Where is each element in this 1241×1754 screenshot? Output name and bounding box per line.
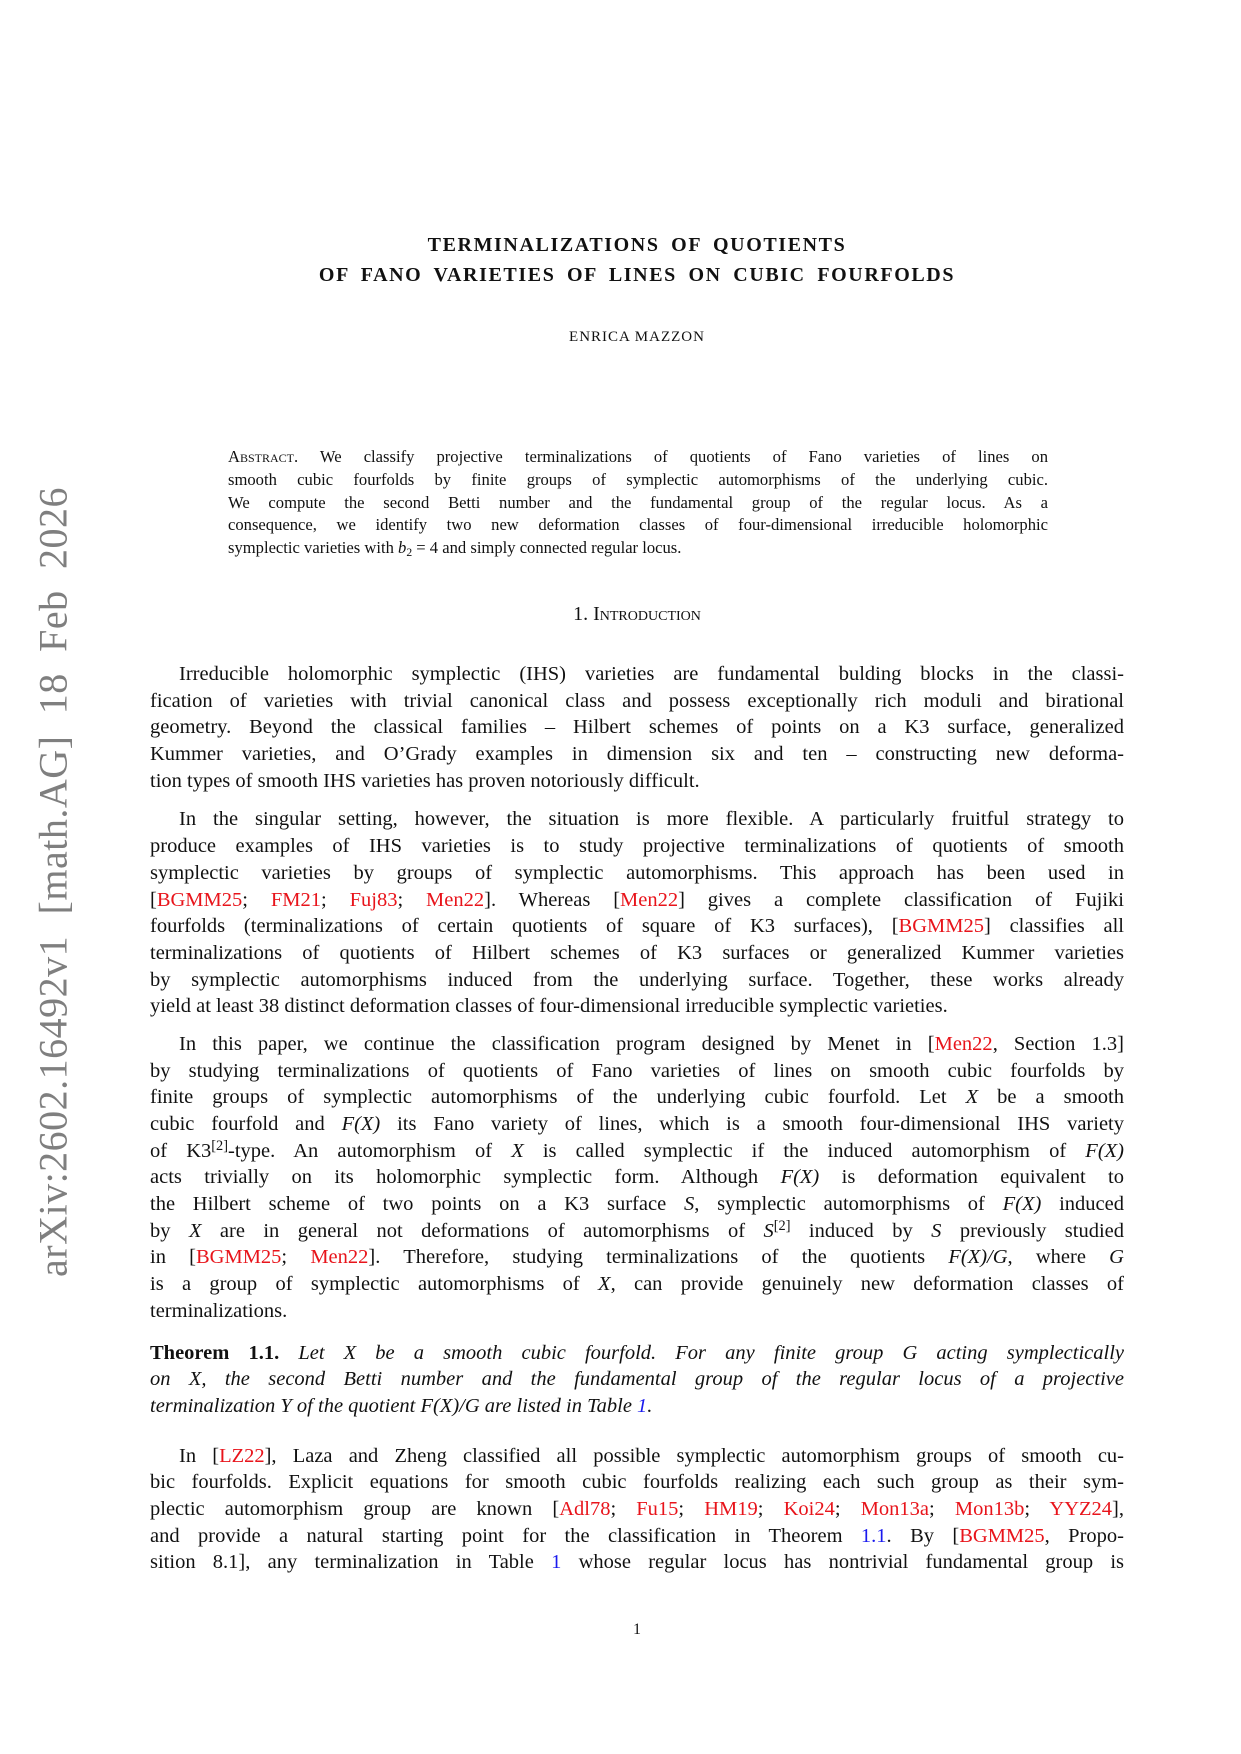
text-line bbox=[150, 806, 1124, 833]
text-run: We classify projective terminalizations of quotients of Fano varieties of lines on bbox=[298, 447, 1048, 466]
math-text: X bbox=[188, 1219, 202, 1242]
text-run: symplectic varieties with bbox=[228, 538, 399, 558]
text-line bbox=[150, 1469, 1124, 1496]
text-run: , symplectic automorphisms of bbox=[694, 1193, 1003, 1216]
abstract bbox=[228, 446, 1048, 560]
text-line bbox=[150, 1058, 1124, 1085]
text-run: previously studied bbox=[941, 1219, 1125, 1242]
text-run: produce examples of IHS varieties is to study projective terminalizations of quotients of smooth bbox=[150, 835, 1124, 858]
math-text: S bbox=[683, 1193, 695, 1216]
text-run: ; bbox=[757, 1497, 784, 1520]
text-run: terminalizations of quotients of Hilbert schemes of K3 surfaces or generalized Kummer varieties bbox=[150, 941, 1124, 964]
text-line bbox=[150, 860, 1124, 887]
text-line bbox=[150, 1298, 1124, 1325]
text-line bbox=[150, 741, 1124, 768]
paragraph bbox=[150, 1443, 1124, 1576]
text-run: In [ bbox=[179, 1444, 220, 1467]
cross-reference-link[interactable]: 1 bbox=[637, 1394, 648, 1417]
text-run: fourfolds (terminalizations of certain quotients of square of K3 surfaces), [ bbox=[150, 915, 899, 938]
text-run: ] classifies all bbox=[983, 915, 1124, 938]
math-text: X bbox=[511, 1139, 524, 1162]
text-run: , Propo- bbox=[1044, 1524, 1124, 1547]
citation-link[interactable]: Men22 bbox=[426, 888, 485, 911]
text-run: in [ bbox=[150, 1246, 196, 1269]
text-line bbox=[150, 993, 1124, 1020]
text-run: smooth cubic fourfolds by finite groups of symplectic automorphisms of the underlying cubic. bbox=[228, 469, 1048, 489]
text-line bbox=[228, 492, 1048, 515]
text-line bbox=[150, 661, 1124, 688]
paragraph bbox=[150, 806, 1124, 1020]
text-line bbox=[150, 940, 1124, 967]
superscript: [2] bbox=[211, 1137, 228, 1154]
text-run: ; bbox=[1024, 1497, 1050, 1520]
citation-link[interactable]: Men22 bbox=[310, 1246, 369, 1269]
math-text: b bbox=[398, 538, 407, 558]
text-line bbox=[150, 1443, 1124, 1470]
text-run: the Hilbert scheme of two points on a K3 surface bbox=[150, 1193, 684, 1216]
text-line bbox=[150, 1191, 1124, 1218]
citation-link[interactable]: Mon13a bbox=[860, 1497, 930, 1520]
author-name: ENRICA MAZZON bbox=[569, 329, 705, 345]
text-run: acts trivially on its holomorphic symplectic form. Although bbox=[150, 1166, 781, 1189]
text-run: ] gives a complete classification of Fujiki bbox=[678, 888, 1124, 911]
math-text: F(X) bbox=[1085, 1139, 1124, 1162]
text-line bbox=[150, 887, 1124, 914]
text-run: ; bbox=[610, 1497, 637, 1520]
text-run: terminalization Y of the quotient F(X)/G are listed in Table bbox=[150, 1394, 638, 1417]
citation-link[interactable]: Men22 bbox=[934, 1032, 993, 1055]
math-text: S bbox=[763, 1219, 774, 1242]
arxiv-margin-stamp: arXiv:2602.16492v1 [math.AG] 18 Feb 2026 bbox=[30, 487, 76, 1277]
citation-link[interactable]: Fu15 bbox=[636, 1497, 679, 1520]
title-line-2: OF FANO VARIETIES OF LINES ON CUBIC FOURFOLDS bbox=[318, 264, 956, 286]
text-run: its Fano variety of lines, which is a smooth four-dimensional IHS variety bbox=[380, 1113, 1124, 1135]
text-line bbox=[150, 1393, 1124, 1420]
text-line bbox=[228, 537, 1048, 560]
text-run: is a group of symplectic automorphisms of bbox=[150, 1273, 599, 1296]
text-run: = 4 and simply connected regular locus. bbox=[412, 538, 682, 558]
text-line bbox=[150, 1138, 1124, 1165]
text-run: consequence, we identify two new deformation classes of four-dimensional irreducible holomorphic bbox=[228, 515, 1048, 535]
text-line bbox=[228, 446, 1048, 469]
text-run: ], Laza and Zheng classified all possible symplectic automorphism groups of smooth cu- bbox=[264, 1444, 1124, 1467]
citation-link[interactable]: BGMM25 bbox=[959, 1524, 1045, 1547]
citation-link[interactable]: Fuj83 bbox=[349, 888, 398, 911]
cross-reference-link[interactable]: 1.1 bbox=[860, 1524, 887, 1547]
text-run: -type. An automorphism of bbox=[228, 1139, 512, 1162]
section-title: Introduction bbox=[593, 603, 701, 625]
text-run: [ bbox=[150, 888, 157, 911]
text-run: geometry. Beyond the classical families – Hilbert schemes of points on a K3 surface, generalized bbox=[150, 716, 1124, 739]
math-text: F(X)/G bbox=[948, 1246, 1008, 1269]
citation-link[interactable]: Adl78 bbox=[559, 1497, 611, 1520]
text-line bbox=[150, 768, 1124, 795]
text-run: ], bbox=[1112, 1497, 1124, 1520]
text-run: be a smooth bbox=[978, 1086, 1124, 1109]
text-line bbox=[150, 1340, 1124, 1367]
text-line bbox=[150, 1244, 1124, 1271]
text-run: by bbox=[150, 1219, 189, 1242]
section-number: 1. bbox=[573, 603, 589, 625]
math-text: S bbox=[931, 1219, 942, 1242]
math-text: X bbox=[965, 1086, 979, 1109]
cross-reference-link[interactable]: 1 bbox=[551, 1551, 562, 1574]
citation-link[interactable]: BGMM25 bbox=[156, 888, 243, 911]
text-line bbox=[150, 1366, 1124, 1393]
text-run: ; bbox=[321, 888, 350, 911]
math-text: F(X) bbox=[780, 1166, 820, 1189]
text-run: symplectic varieties by groups of symplectic automorphisms. This approach has been used in bbox=[150, 861, 1124, 884]
text-run: are in general not deformations of automorphisms of bbox=[201, 1219, 764, 1242]
text-line bbox=[150, 1271, 1124, 1298]
citation-link[interactable]: YYZ24 bbox=[1049, 1497, 1113, 1520]
text-line bbox=[150, 714, 1124, 741]
text-run: ; bbox=[281, 1246, 311, 1269]
math-text: X bbox=[598, 1273, 611, 1296]
text-run: yield at least 38 distinct deformation classes of four-dimensional irreducible symplectic varieties. bbox=[150, 995, 948, 1018]
text-run: is deformation equivalent to bbox=[819, 1166, 1124, 1189]
text-run: In the singular setting, however, the situation is more flexible. A particularly fruitful strategy to bbox=[179, 808, 1124, 831]
math-text: F(X) bbox=[1002, 1193, 1042, 1216]
paragraph bbox=[150, 1031, 1124, 1325]
text-run: Irreducible holomorphic symplectic (IHS) varieties are fundamental bulding blocks in the classi- bbox=[179, 663, 1124, 685]
math-text: G bbox=[1109, 1246, 1124, 1269]
text-run: ]. Whereas [ bbox=[484, 888, 621, 911]
text-line bbox=[150, 833, 1124, 860]
text-run: , where bbox=[1007, 1246, 1110, 1269]
text-run: ; bbox=[929, 1497, 955, 1520]
citation-link[interactable]: FM21 bbox=[270, 888, 321, 911]
text-run: Kummer varieties, and O’Grady examples in dimension six and ten – constructing new deforma- bbox=[150, 743, 1124, 766]
citation-link[interactable]: BGMM25 bbox=[898, 915, 984, 938]
theorem-statement bbox=[150, 1340, 1124, 1420]
text-run: bic fourfolds. Explicit equations for smooth cubic fourfolds realizing each such group as their sym- bbox=[150, 1471, 1124, 1494]
text-line bbox=[228, 514, 1048, 537]
text-run: ; bbox=[678, 1497, 705, 1520]
text-run: We compute the second Betti number and the fundamental group of the regular locus. As a bbox=[228, 492, 1048, 512]
superscript: [2] bbox=[773, 1217, 791, 1234]
text-line bbox=[150, 1218, 1124, 1245]
text-run: of K3 bbox=[150, 1139, 212, 1162]
text-run: terminalizations. bbox=[150, 1299, 288, 1322]
text-run: ; bbox=[242, 888, 271, 911]
paragraph bbox=[150, 661, 1124, 794]
text-run: and provide a natural starting point for the classification in Theorem bbox=[150, 1524, 861, 1547]
text-line bbox=[150, 1496, 1124, 1523]
math-text: F(X) bbox=[341, 1113, 381, 1135]
text-line bbox=[150, 1111, 1124, 1138]
text-run: ; bbox=[834, 1497, 861, 1520]
citation-link[interactable]: LZ22 bbox=[219, 1444, 265, 1467]
text-run: cubic fourfold and bbox=[150, 1113, 342, 1135]
text-line bbox=[150, 1164, 1124, 1191]
text-line bbox=[150, 913, 1124, 940]
text-run: tion types of smooth IHS varieties has proven notoriously difficult. bbox=[150, 769, 700, 792]
text-run: , can provide genuinely new deformation classes of bbox=[610, 1273, 1124, 1296]
text-run: sition 8.1], any terminalization in Table bbox=[150, 1551, 552, 1574]
text-run: . By [ bbox=[886, 1524, 960, 1547]
section-heading bbox=[150, 603, 1124, 626]
citation-link[interactable]: Mon13b bbox=[954, 1497, 1025, 1520]
text-run: by studying terminalizations of quotients of Fano varieties of lines on smooth cubic fourfolds by bbox=[150, 1059, 1124, 1082]
text-run: ]. Therefore, studying terminalizations of the quotients bbox=[368, 1246, 949, 1269]
theorem-label: Theorem 1.1. bbox=[150, 1341, 280, 1364]
text-run: by symplectic automorphisms induced from the underlying surface. Together, these works already bbox=[150, 968, 1124, 991]
text-run: whose regular locus has nontrivial fundamental group is bbox=[561, 1551, 1125, 1574]
text-run: . bbox=[647, 1394, 653, 1417]
text-run: ; bbox=[397, 888, 427, 911]
text-run: is called symplectic if the induced automorphism of bbox=[523, 1139, 1086, 1162]
page-number: 1 bbox=[633, 1621, 641, 1638]
text-run: finite groups of symplectic automorphisms of the underlying cubic fourfold. Let bbox=[150, 1086, 966, 1109]
text-run: , Section 1.3] bbox=[992, 1032, 1124, 1055]
text-line bbox=[150, 1084, 1124, 1111]
paper-title bbox=[150, 230, 1124, 290]
abstract-label: Abstract. bbox=[228, 447, 299, 466]
citation-link[interactable]: Koi24 bbox=[783, 1497, 835, 1520]
text-line bbox=[150, 1031, 1124, 1058]
text-run: In this paper, we continue the classification program designed by Menet in [ bbox=[179, 1032, 935, 1055]
citation-link[interactable]: HM19 bbox=[704, 1497, 758, 1520]
text-run: plectic automorphism group are known [ bbox=[150, 1497, 560, 1520]
text-run: on X, the second Betti number and the fundamental group of the regular locus of a projective bbox=[150, 1368, 1124, 1391]
title-line-1: TERMINALIZATIONS OF QUOTIENTS bbox=[427, 234, 847, 256]
text-run: fication of varieties with trivial canonical class and possess exceptionally rich moduli and birational bbox=[150, 689, 1124, 712]
text-line bbox=[150, 1523, 1124, 1550]
citation-link[interactable]: BGMM25 bbox=[195, 1246, 282, 1269]
text-run: Let X be a smooth cubic fourfold. For any finite group G acting symplectically bbox=[279, 1341, 1125, 1364]
text-run: induced bbox=[1041, 1193, 1124, 1216]
text-line bbox=[150, 688, 1124, 715]
text-line bbox=[150, 967, 1124, 994]
citation-link[interactable]: Men22 bbox=[620, 888, 679, 911]
text-line bbox=[228, 469, 1048, 492]
subscript: 2 bbox=[406, 546, 413, 560]
text-run: induced by bbox=[790, 1219, 932, 1242]
body-text bbox=[150, 649, 1124, 1576]
text-line bbox=[150, 1549, 1124, 1576]
